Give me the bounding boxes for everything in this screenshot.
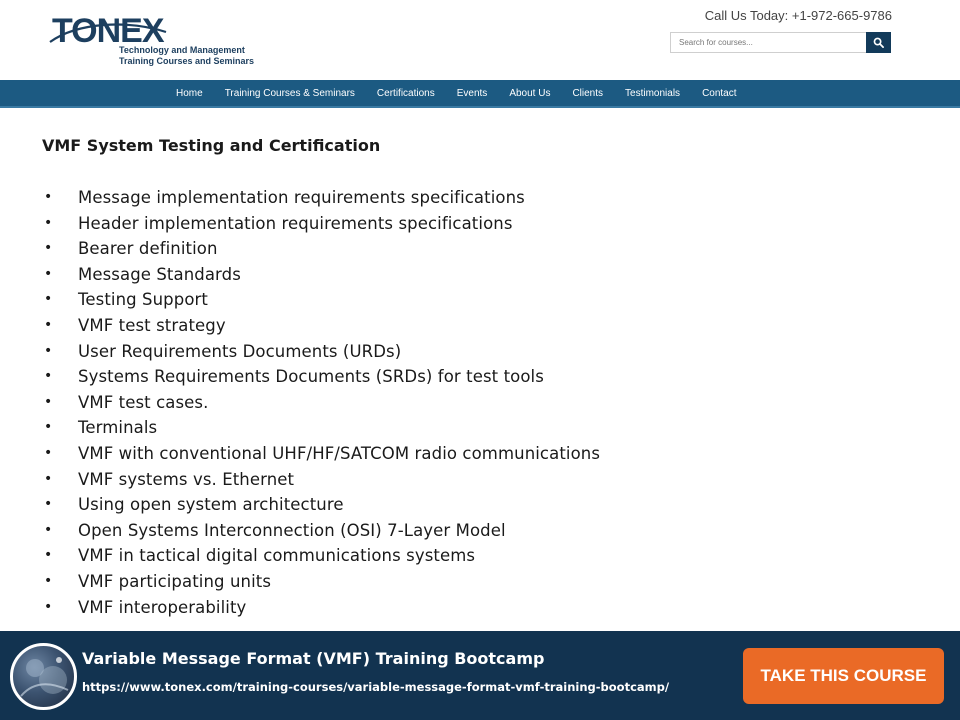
list-item <box>42 543 922 569</box>
list-item-text: Systems Requirements Documents (SRDs) for test tools <box>78 367 544 387</box>
bullet-icon: • <box>44 291 53 308</box>
list-item-text: Open Systems Interconnection (OSI) 7-Layer Model <box>78 520 506 540</box>
main-content <box>42 134 922 620</box>
site-header <box>0 0 960 80</box>
bullet-icon: • <box>44 547 53 564</box>
bullet-icon: • <box>44 240 53 257</box>
list-item <box>42 441 922 467</box>
nav-item-events[interactable]: Events <box>456 88 488 99</box>
search-button[interactable] <box>866 32 891 53</box>
list-item-text: Message implementation requirements specifications <box>78 188 525 207</box>
nav-item-clients[interactable]: Clients <box>572 88 604 99</box>
course-search <box>670 32 891 53</box>
nav-item-home[interactable]: Home <box>176 88 203 99</box>
list-item-text: VMF test cases. <box>78 392 209 412</box>
list-item-text: VMF participating units <box>78 571 272 591</box>
bullet-icon: • <box>44 393 53 410</box>
list-item-text: Testing Support <box>78 290 208 310</box>
bullet-icon: • <box>44 496 53 513</box>
bullet-icon: • <box>44 598 53 615</box>
list-item <box>42 262 922 288</box>
course-footer-banner <box>0 631 960 720</box>
list-item <box>42 313 922 339</box>
course-url-link[interactable]: https://www.tonex.com/training-courses/variable-message-format-vmf-training-bootcamp/ <box>82 680 670 694</box>
list-item <box>42 287 922 313</box>
list-item-text: VMF systems vs. Ethernet <box>78 469 295 489</box>
course-thumbnail-art <box>13 646 74 707</box>
bullet-icon: • <box>44 521 53 538</box>
list-item-text: Terminals <box>78 418 158 438</box>
nav-item-contact[interactable]: Contact <box>702 88 737 99</box>
list-item <box>42 569 922 595</box>
list-item-text: Using open system architecture <box>78 495 344 515</box>
list-item <box>42 492 922 518</box>
list-item-text: VMF interoperability <box>78 597 247 617</box>
list-item-text: User Requirements Documents (URDs) <box>78 341 402 361</box>
bullet-icon: • <box>44 316 53 333</box>
list-item <box>42 415 922 441</box>
list-item-text: VMF in tactical digital communications systems <box>78 546 476 566</box>
bullet-icon: • <box>44 419 53 436</box>
list-item <box>42 518 922 544</box>
nav-items <box>165 80 748 108</box>
nav-item-about-us[interactable]: About Us <box>509 88 551 99</box>
list-item <box>42 339 922 365</box>
list-item-text: Bearer definition <box>78 239 218 259</box>
logo-wordmark: TONEX <box>52 12 164 50</box>
list-item-text: VMF test strategy <box>78 315 226 335</box>
bullet-icon: • <box>44 572 53 589</box>
logo-tagline-line1: Technology and Management <box>119 45 245 55</box>
list-item-text: VMF with conventional UHF/HF/SATCOM radio communications <box>78 443 601 463</box>
bullet-icon: • <box>44 368 53 385</box>
take-this-course-button[interactable]: TAKE THIS COURSE <box>743 648 944 704</box>
list-item <box>42 236 922 262</box>
list-item-text: Header implementation requirements specifications <box>78 213 513 233</box>
course-title: Variable Message Format (VMF) Training Bootcamp <box>82 649 545 668</box>
bullet-icon: • <box>44 444 53 461</box>
search-input[interactable] <box>670 32 866 53</box>
list-item <box>42 185 922 211</box>
list-item <box>42 595 922 621</box>
main-nav <box>0 80 960 108</box>
tonex-logo[interactable] <box>52 12 255 70</box>
bullet-icon: • <box>44 342 53 359</box>
list-item-text: Message Standards <box>78 264 241 284</box>
nav-item-training-courses-seminars[interactable]: Training Courses & Seminars <box>224 88 355 99</box>
list-item <box>42 211 922 237</box>
search-icon <box>873 37 884 48</box>
bullet-icon: • <box>44 189 53 205</box>
bullet-icon: • <box>44 214 53 231</box>
logo-tagline-line2: Training Courses and Seminars <box>119 56 255 66</box>
content-title: VMF System Testing and Certification <box>42 136 381 155</box>
bullet-icon: • <box>44 265 53 282</box>
topic-list <box>42 185 922 620</box>
list-item <box>42 390 922 416</box>
list-item <box>42 467 922 493</box>
nav-item-certifications[interactable]: Certifications <box>376 88 435 99</box>
list-item <box>42 364 922 390</box>
nav-item-testimonials[interactable]: Testimonials <box>625 88 681 99</box>
bullet-icon: • <box>44 470 53 487</box>
call-us-phone: Call Us Today: +1-972-665-9786 <box>704 8 892 23</box>
course-thumbnail <box>10 643 77 710</box>
